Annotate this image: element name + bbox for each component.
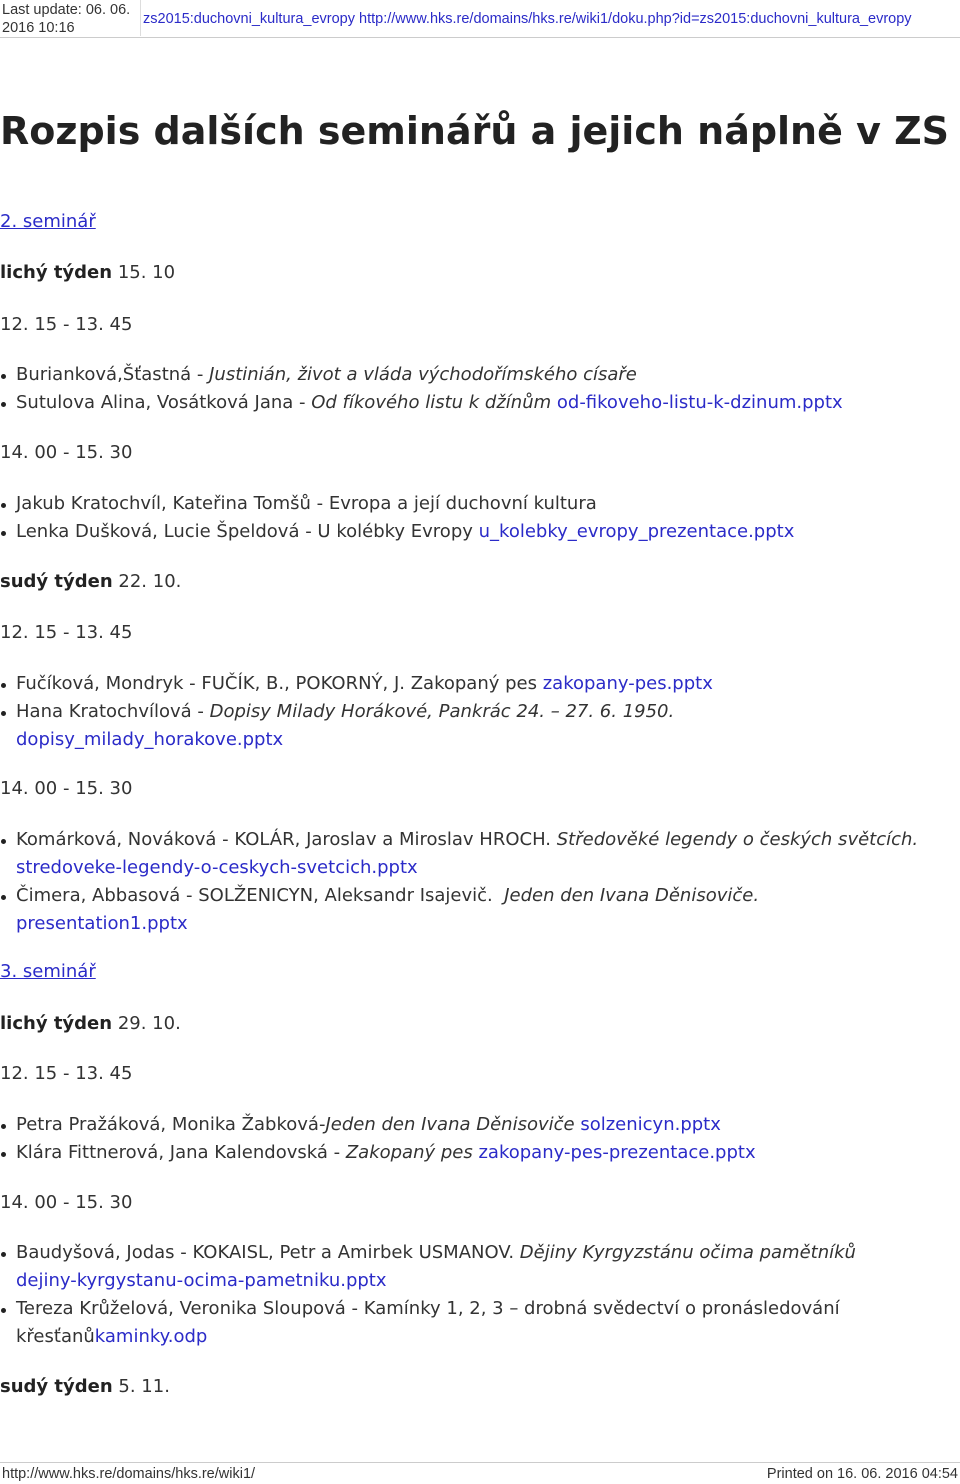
file-link[interactable]: zakopany-pes.pptx [542, 673, 713, 694]
week-odd-label [0, 1010, 181, 1038]
seminar-2-heading[interactable]: 2. seminář [0, 211, 96, 232]
time-slot: 14. 00 - 15. 30 [0, 442, 133, 463]
list-item: Čimera, Abbasová - SOLŽENICYN, Aleksandr Isajevič. Jeden den Ivana Děnisoviče. presentation1.pptx [0, 882, 960, 938]
time-slot: 12. 15 - 13. 45 [0, 622, 133, 643]
week-type: lichý týden [0, 1013, 113, 1034]
week-date: 22. 10. [118, 571, 182, 592]
list-item: Tereza Krůželová, Veronika Sloupová - Kamínky 1, 2, 3 – drobná svědectví o pronásledování křesťanůkaminky.odp [0, 1295, 960, 1351]
list-item: Hana Kratochvílová - Dopisy Milady Horákové, Pankrác 24. – 27. 6. 1950. dopisy_milady_horakove.pptx [0, 698, 960, 754]
header-divider [140, 0, 141, 36]
week-type: lichý týden [0, 262, 113, 283]
file-link[interactable]: solzenicyn.pptx [580, 1114, 721, 1135]
list-item: Baudyšová, Jodas - KOKAISL, Petr a Amirbek USMANOV. Dějiny Kyrgyzstánu očima pamětníků dejiny-kyrgystanu-ocima-pametniku.pptx [0, 1239, 960, 1295]
last-update: Last update: 06. 06. 2016 10:16 [2, 2, 131, 36]
file-link[interactable]: od-fikoveho-listu-k-dzinum.pptx [556, 392, 843, 413]
presentation-list [0, 670, 960, 754]
list-item: Klára Fittnerová, Jana Kalendovská - Zakopaný pes zakopany-pes-prezentace.pptx [0, 1139, 960, 1167]
week-type: sudý týden [0, 571, 113, 592]
print-footer [0, 1462, 960, 1484]
file-link[interactable]: stredoveke-legendy-o-ceskych-svetcich.pptx [16, 857, 418, 878]
page-title: Rozpis dalších seminářů a jejich náplně v ZS [0, 109, 950, 153]
footer-url: http://www.hks.re/domains/hks.re/wiki1/ [2, 1466, 256, 1482]
time-slot: 12. 15 - 13. 45 [0, 1063, 133, 1084]
list-item: Sutulova Alina, Vosátková Jana - Od fíkového listu k džínům od-fikoveho-listu-k-dzinum.pptx [0, 389, 960, 417]
print-header [0, 0, 960, 40]
list-item: Komárková, Nováková - KOLÁR, Jaroslav a Miroslav HROCH. Středověké legendy o českých světcích. stredoveke-legendy-o-ceskych-svetcich.pptx [0, 826, 960, 882]
presentation-list [0, 361, 960, 417]
file-link[interactable]: kaminky.odp [94, 1326, 208, 1347]
list-item: Jakub Kratochvíl, Kateřina Tomšů - Evropa a její duchovní kultura [0, 490, 960, 518]
file-link[interactable]: presentation1.pptx [16, 913, 188, 934]
presentation-list [0, 1111, 960, 1167]
presentation-list [0, 1239, 960, 1351]
week-date: 5. 11. [118, 1376, 170, 1397]
time-slot: 12. 15 - 13. 45 [0, 314, 133, 335]
list-item: Burianková,Šťastná - Justinián, život a vláda východořímského císaře [0, 361, 960, 389]
week-date: 15. 10 [117, 262, 176, 283]
week-odd-label [0, 259, 175, 287]
time-slot: 14. 00 - 15. 30 [0, 1192, 133, 1213]
page-path[interactable] [143, 10, 912, 28]
list-item: Lenka Dušková, Lucie Špeldová - U kolébky Evropy u_kolebky_evropy_prezentace.pptx [0, 518, 960, 546]
file-link[interactable]: u_kolebky_evropy_prezentace.pptx [478, 521, 795, 542]
printed-date: Printed on 16. 06. 2016 04:54 [766, 1466, 958, 1482]
file-link[interactable]: dejiny-kyrgystanu-ocima-pametniku.pptx [16, 1270, 387, 1291]
week-type: sudý týden [0, 1376, 113, 1397]
file-link[interactable]: dopisy_milady_horakove.pptx [16, 729, 284, 750]
seminar-3-heading[interactable]: 3. seminář [0, 961, 96, 982]
week-date: 29. 10. [117, 1013, 181, 1034]
week-even-label [0, 1373, 170, 1401]
page-id: zs2015:duchovni_kultura_evropy [143, 11, 355, 27]
header-rule [0, 37, 960, 38]
file-link[interactable]: zakopany-pes-prezentace.pptx [478, 1142, 756, 1163]
list-item: Fučíková, Mondryk - FUČÍK, B., POKORNÝ, J. Zakopaný pes zakopany-pes.pptx [0, 670, 960, 698]
list-item: Petra Pražáková, Monika Žabková-Jeden den Ivana Děnisoviče solzenicyn.pptx [0, 1111, 960, 1139]
presentation-list [0, 826, 960, 938]
time-slot: 14. 00 - 15. 30 [0, 778, 133, 799]
page-url[interactable]: http://www.hks.re/domains/hks.re/wiki1/doku.php?id=zs2015:duchovni_kultura_evropy [359, 11, 912, 27]
presentation-list [0, 490, 960, 546]
week-even-label [0, 568, 181, 596]
